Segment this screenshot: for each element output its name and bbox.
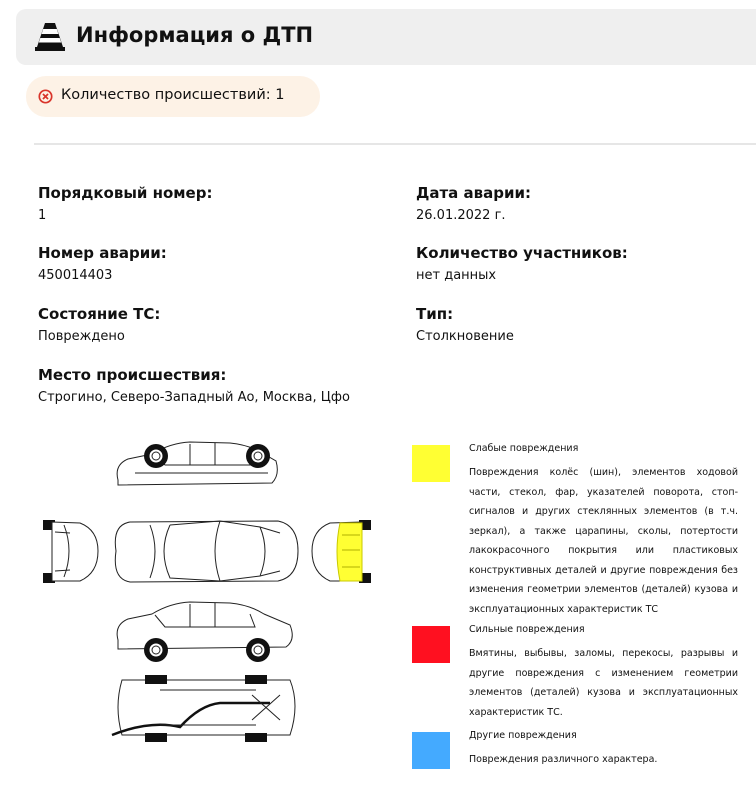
page-header xyxy=(16,9,756,65)
field-label: Номер аварии: xyxy=(38,244,167,262)
legend-swatch xyxy=(412,445,450,482)
circle-x-icon xyxy=(38,89,53,104)
divider xyxy=(34,143,756,145)
legend-title: Другие повреждения xyxy=(469,730,577,741)
field-value: Строгино, Северо-Западный Ао, Москва, Цфо xyxy=(38,390,350,405)
car-rear-view xyxy=(312,520,371,583)
field-type xyxy=(416,304,514,345)
field-value: Столкновение xyxy=(416,329,514,344)
field-label: Тип: xyxy=(416,305,454,323)
legend-description: Повреждения различного характера. xyxy=(469,754,658,765)
incident-count-text: Количество происшествий: 1 xyxy=(61,87,285,103)
field-label: Количество участников: xyxy=(416,244,628,262)
car-underside-view xyxy=(112,675,295,742)
field-order-number xyxy=(38,183,212,224)
field-vehicle-state xyxy=(38,304,160,345)
field-value: Повреждено xyxy=(38,329,125,344)
car-damage-diagram xyxy=(40,435,380,755)
page-title: Информация о ДТП xyxy=(76,23,314,47)
field-value: 450014403 xyxy=(38,268,113,283)
legend-title: Слабые повреждения xyxy=(469,443,579,454)
legend-swatch xyxy=(412,626,450,663)
field-label: Порядковый номер: xyxy=(38,184,213,202)
traffic-cone-icon xyxy=(34,20,66,52)
field-place xyxy=(38,365,350,406)
car-front-view xyxy=(43,520,98,583)
field-value: нет данных xyxy=(416,268,497,283)
field-label: Место происшествия: xyxy=(38,366,227,384)
field-participants xyxy=(416,243,628,284)
car-top-view xyxy=(115,521,298,582)
field-value: 1 xyxy=(38,208,47,223)
field-accident-date xyxy=(416,183,531,224)
legend-description: Повреждения колёс (шин), элементов ходовой части, стекол, фар, указателей поворота, стоп-сигналов и других стеклянных элементов (в т.ч. зеркал), а также царапины, сколы, потертости лакокрасочного покрытия или пластиковых конструктивных деталей и другие повреждения без изменения геометрии элементов (деталей) кузова и эксплуатационных характеристик ТС xyxy=(469,467,738,615)
field-value: 26.01.2022 г. xyxy=(416,208,506,223)
damage-zone-rear xyxy=(337,523,362,581)
legend-title: Сильные повреждения xyxy=(469,624,585,635)
legend-swatch xyxy=(412,732,450,769)
legend-description: Вмятины, выбывы, заломы, перекосы, разрывы и другие повреждения с изменением геометрии элементов (деталей) кузова и эксплуатационных характеристик ТС. xyxy=(469,648,738,718)
incident-count-badge xyxy=(26,76,320,117)
field-accident-number xyxy=(38,243,167,284)
field-label: Состояние ТС: xyxy=(38,305,161,323)
field-label: Дата аварии: xyxy=(416,184,532,202)
